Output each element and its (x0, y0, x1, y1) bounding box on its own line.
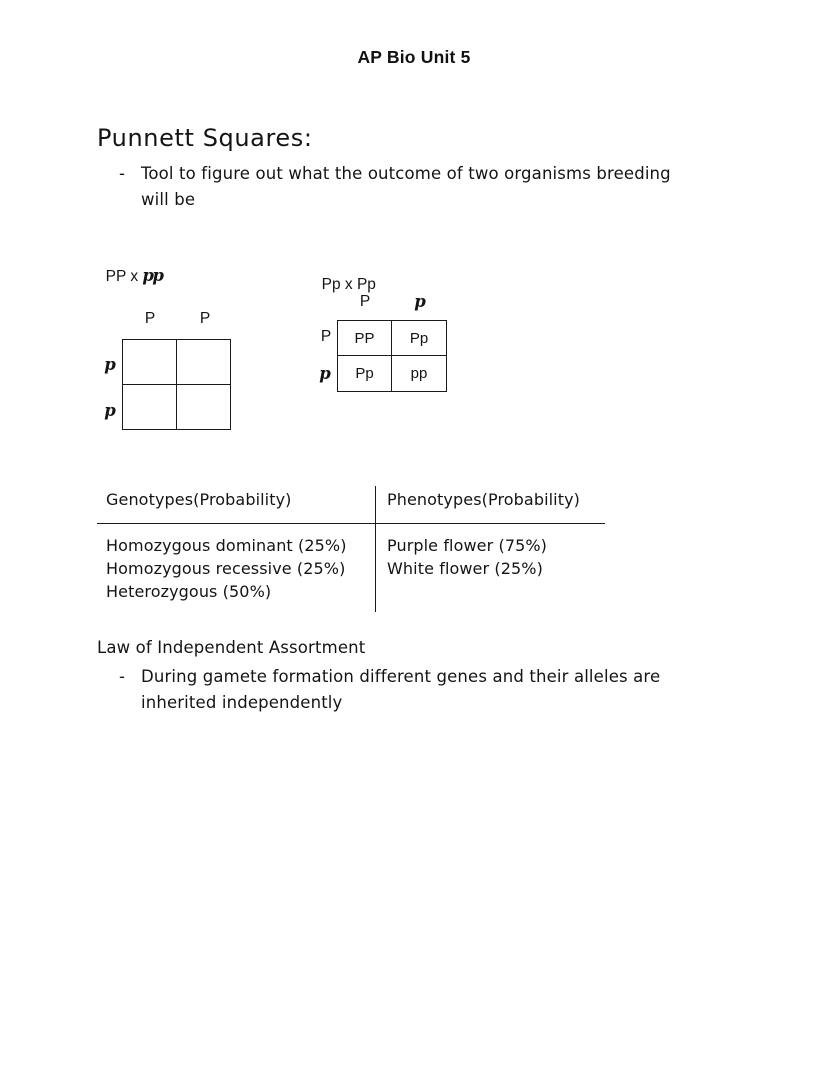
punnett-square-2-cell-0-1: Pp (392, 321, 446, 356)
section-heading-punnett-squares: Punnett Squares: (97, 124, 313, 152)
table-column-genotypes (106, 488, 368, 603)
square-2-top-label-1: p (414, 292, 426, 311)
table-column-divider (375, 486, 376, 612)
square-2-top-label-0: P (359, 293, 371, 310)
table-row: Homozygous dominant (25%) (106, 536, 347, 555)
punnett-square-1-cell-1-0 (123, 385, 177, 430)
table-row: Purple flower (75%) (387, 536, 548, 555)
table-header-genotypes: Genotypes(Probability) (106, 490, 292, 509)
table-row: Heterozygous (50%) (106, 582, 272, 601)
punnett-square-2 (337, 320, 447, 392)
punnett-square-2-cell-1-1: pp (410, 365, 428, 382)
cross-label-square-2 (313, 256, 376, 294)
bullet-dash-icon: - (119, 164, 126, 183)
square-2-side-label-1: p (319, 364, 331, 383)
punnett-square-2-cell-0-0: PP (338, 321, 392, 356)
table-row: White flower (25%) (387, 559, 543, 578)
square-1-top-label-0: P (144, 310, 156, 327)
punnett-square-1 (122, 339, 231, 430)
punnett-square-1-cell-1-1 (177, 385, 231, 430)
square-2-side-label-0: P (320, 328, 332, 345)
page-title: AP Bio Unit 5 (357, 47, 471, 67)
square-1-side-label-0: p (104, 355, 116, 374)
table-header-phenotypes: Phenotypes(Probability) (387, 490, 581, 509)
punnett-square-1-cell-0-0 (123, 340, 177, 385)
bullet-law-of-independent-assortment (119, 664, 719, 716)
bullet-dash-icon: - (119, 667, 126, 686)
bullet-punnett-definition (119, 161, 719, 213)
bullet-text: Tool to figure out what the outcome of two organisms breeding will be (141, 164, 671, 209)
table-row: Homozygous recessive (25%) (106, 559, 346, 578)
cross-label-prefix: Pp x Pp (321, 276, 376, 293)
square-1-top-label-1: P (199, 310, 211, 327)
cross-label-alleles: pp (142, 266, 163, 285)
section-heading-law-of-independent-assortment: Law of Independent Assortment (97, 638, 366, 657)
square-1-side-label-1: p (104, 401, 116, 420)
table-column-phenotypes (387, 488, 603, 580)
cross-label-prefix: PP x (105, 268, 143, 285)
probability-table (97, 488, 605, 612)
cross-label-square-1 (97, 248, 162, 286)
punnett-square-2-cell-1-0: Pp (338, 356, 392, 391)
bullet-text: During gamete formation different genes and their alleles are inherited independently (141, 667, 661, 712)
punnett-square-1-cell-0-1 (177, 340, 231, 385)
